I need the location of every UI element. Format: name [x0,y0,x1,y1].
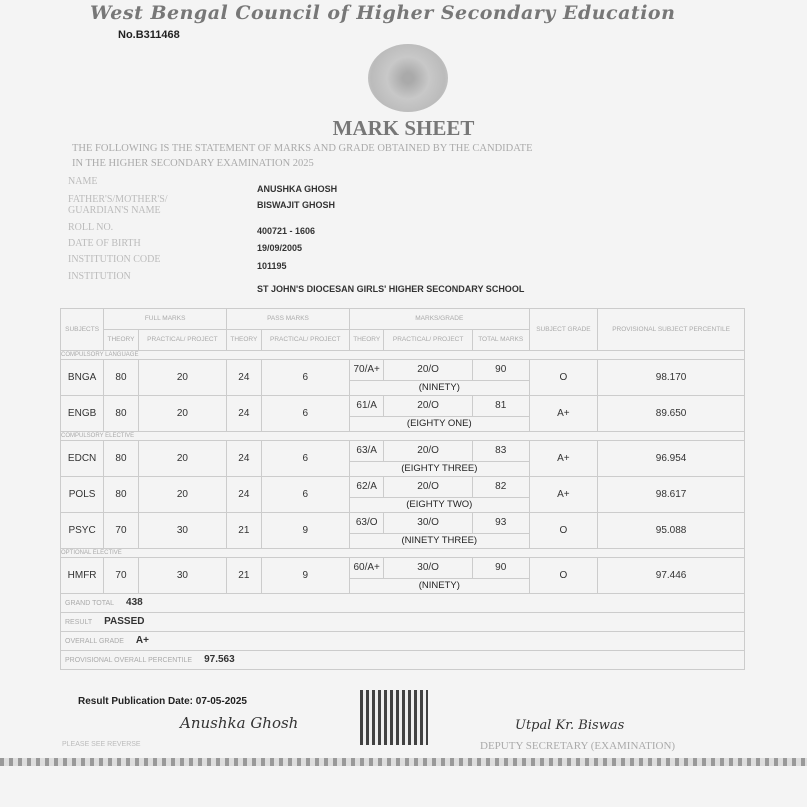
total-marks: 93 [472,513,529,534]
marks-table [60,308,745,670]
officer-title: DEPUTY SECRETARY (EXAMINATION) [480,740,676,752]
full-practical: 20 [138,441,226,477]
section-label: OPTIONAL ELECTIVE [61,549,745,558]
theory-marks: 61/A [349,396,384,417]
pass-practical: 9 [261,513,349,549]
guardian-name: BISWAJIT GHOSH [257,200,336,210]
practical-marks: 30/O [384,513,472,534]
code-label: INSTITUTION CODE [68,254,161,265]
pass-theory: 21 [227,513,262,549]
subject-code: EDCN [61,441,104,477]
practical-marks: 20/O [384,396,472,417]
subject-percentile: 98.170 [598,360,745,396]
subject-percentile: 98.617 [598,477,745,513]
grand-total-label: GRAND TOTAL [65,599,115,607]
header-pass-marks: PASS MARKS [227,309,350,330]
section-label: COMPULSORY ELECTIVE [61,432,745,441]
section-label: COMPULSORY LANGUAGE [61,351,745,360]
officer-signature: Utpal Kr. Biswas [515,718,625,733]
subject-code: PSYC [61,513,104,549]
subject-grade: A+ [529,477,598,513]
pass-practical: 6 [261,396,349,432]
roll-number: 400721 - 1606 [257,226,316,236]
header-theory: THEORY [227,330,262,351]
candidate-name: ANUSHKA GHOSH [257,184,338,194]
subject-grade: O [529,513,598,549]
theory-marks: 60/A+ [349,558,384,579]
institution-name: ST JOHN'S DIOCESAN GIRLS' HIGHER SECONDARY SCHOOL [257,284,525,294]
subject-code: HMFR [61,558,104,594]
total-in-words: (NINETY THREE) [349,534,529,549]
subject-grade: O [529,558,598,594]
header-marks-grade: MARKS/GRADE [349,309,529,330]
overall-grade-row [61,632,745,651]
subject-code: POLS [61,477,104,513]
header-full-marks: FULL MARKS [104,309,227,330]
table-row [61,477,745,498]
header-percentile: PROVISIONAL SUBJECT PERCENTILE [598,309,745,351]
pass-theory: 24 [227,477,262,513]
total-in-words: (EIGHTY ONE) [349,417,529,432]
subject-percentile: 89.650 [598,396,745,432]
full-theory: 70 [104,513,139,549]
full-practical: 30 [138,558,226,594]
publication-date: Result Publication Date: 07-05-2025 [78,696,247,707]
pass-theory: 24 [227,360,262,396]
institution-code: 101195 [257,261,287,271]
qr-code [360,690,428,745]
grand-total-row [61,594,745,613]
theory-marks: 70/A+ [349,360,384,381]
subject-percentile: 96.954 [598,441,745,477]
theory-marks: 62/A [349,477,384,498]
subject-code: ENGB [61,396,104,432]
name-label: NAME [68,176,98,187]
grand-total-value: 438 [126,596,143,608]
full-theory: 70 [104,558,139,594]
subject-grade: A+ [529,441,598,477]
overall-percentile-row [61,651,745,670]
pass-practical: 6 [261,441,349,477]
theory-marks: 63/A [349,441,384,462]
pass-theory: 24 [227,396,262,432]
table-row [61,441,745,462]
overall-percentile-value: 97.563 [204,653,235,665]
pass-theory: 21 [227,558,262,594]
header-practical: PRACTICAL/ PROJECT [384,330,472,351]
total-marks: 81 [472,396,529,417]
council-seal [368,44,448,112]
dob-label: DATE OF BIRTH [68,238,141,249]
overall-percentile-label: PROVISIONAL OVERALL PERCENTILE [65,656,193,664]
roll-label: ROLL NO. [68,222,114,233]
total-marks: 90 [472,558,529,579]
subject-percentile: 95.088 [598,513,745,549]
header-subjects: SUBJECTS [61,309,104,351]
date-of-birth: 19/09/2005 [257,243,303,253]
full-practical: 20 [138,360,226,396]
council-name: West Bengal Council of Higher Secondary Education [90,2,676,24]
total-marks: 82 [472,477,529,498]
pass-practical: 6 [261,360,349,396]
full-theory: 80 [104,360,139,396]
result-row [61,613,745,632]
serial-number: No.B311468 [118,29,180,41]
subject-code: BNGA [61,360,104,396]
total-in-words: (NINETY) [349,381,529,396]
full-practical: 20 [138,477,226,513]
candidate-signature: Anushka Ghosh [180,714,299,732]
subject-grade: A+ [529,396,598,432]
overall-grade-label: OVERALL GRADE [65,637,124,645]
see-reverse: PLEASE SEE REVERSE [62,741,141,748]
result-value: PASSED [104,615,145,627]
header-total: TOTAL MARKS [472,330,529,351]
full-theory: 80 [104,441,139,477]
full-theory: 80 [104,477,139,513]
total-marks: 83 [472,441,529,462]
header-practical: PRACTICAL/ PROJECT [138,330,226,351]
practical-marks: 20/O [384,360,472,381]
header-practical: PRACTICAL/ PROJECT [261,330,349,351]
header-theory: THEORY [104,330,139,351]
guardian-label: FATHER'S/MOTHER'S/ GUARDIAN'S NAME [68,194,168,216]
statement-line-2: IN THE HIGHER SECONDARY EXAMINATION 2025 [72,158,314,169]
subject-percentile: 97.446 [598,558,745,594]
total-in-words: (EIGHTY THREE) [349,462,529,477]
subject-grade: O [529,360,598,396]
total-marks: 90 [472,360,529,381]
pass-practical: 6 [261,477,349,513]
total-in-words: (NINETY) [349,579,529,594]
institution-label: INSTITUTION [68,271,131,282]
practical-marks: 20/O [384,441,472,462]
overall-grade-value: A+ [135,634,149,646]
full-practical: 20 [138,396,226,432]
statement-line-1: THE FOLLOWING IS THE STATEMENT OF MARKS AND GRADE OBTAINED BY THE CANDIDATE [72,143,533,154]
result-label: RESULT [65,618,93,626]
table-row [61,513,745,534]
table-row [61,360,745,381]
practical-marks: 30/O [384,558,472,579]
header-theory: THEORY [349,330,384,351]
total-in-words: (EIGHTY TWO) [349,498,529,513]
pass-theory: 24 [227,441,262,477]
table-row [61,396,745,417]
theory-marks: 63/O [349,513,384,534]
page-title: MARK SHEET [332,116,475,140]
pass-practical: 9 [261,558,349,594]
table-row [61,558,745,579]
header-subject-grade: SUBJECT GRADE [529,309,598,351]
decorative-border [0,758,807,766]
full-practical: 30 [138,513,226,549]
full-theory: 80 [104,396,139,432]
practical-marks: 20/O [384,477,472,498]
